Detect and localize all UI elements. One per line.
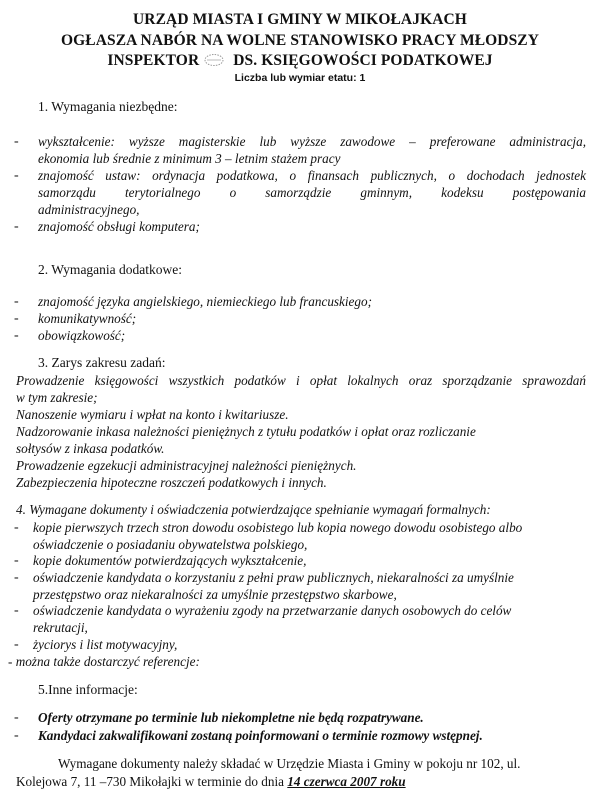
section3-heading: 3. Zarys zakresu zadań: [38,355,166,370]
s3-line3: Nanoszenie wymiaru i wpłat na konto i kwitariusze. [16,407,289,422]
s4-item5-line1: życiorys i list motywacyjny, [33,637,178,652]
header-line-2: OGŁASZA NABÓR NA WOLNE STANOWISKO PRACY MŁODSZY [60,32,540,49]
s5-item2: Kandydaci zakwalifikowani zostaną poinformowani o terminie rozmowy wstępnej. [38,728,483,743]
s4-item3-line2: przestępstwo oraz niekaralności za umyślnie przestępstwo skarbowe, [33,587,397,602]
footer-line-2 [16,773,406,790]
s4-item1-line2: oświadczenie o posiadaniu obywatelstwa polskiego, [33,537,308,552]
s2-item2: komunikatywność; [38,311,137,326]
deadline-date: 14 czerwca 2007 roku [287,774,406,789]
s1-item2-line2: samorządu terytorialnego o samorządzie gminnym, kodeksu postępowania [38,185,586,200]
header-line-1: URZĄD MIASTA I GMINY W MIKOŁAJKACH [133,11,467,28]
s3-line4: Nadzorowanie inkasa należności pieniężnych z tytułu podatków i opłat oraz rozliczanie [16,424,476,439]
dash-marker: - [14,219,19,234]
s1-item3-line1: znajomość obsługi komputera; [38,219,200,234]
dash-marker: - [14,134,19,149]
s3-line5: sołtysów z inkasa podatków. [16,441,165,456]
dash-marker: - [14,328,19,343]
dash-marker: - [14,728,19,743]
section4-heading: 4. Wymagane dokumenty i oświadczenia potwierdzające spełnianie wymagań formalnych: [16,502,491,517]
dash-marker: - [14,168,19,183]
dash-marker: - [14,603,19,618]
dash-marker: - [14,520,19,535]
s3-line1: Prowadzenie księgowości wszystkich podatków i opłat lokalnych oraz sporządzanie sprawozdań [16,373,586,388]
s1-item2-line1: znajomość ustaw: ordynacja podatkowa, o finansach publicznych, o dochodach jednostek [38,168,586,183]
s1-item2-line3: administracyjnego, [38,202,140,217]
s2-item3: obowiązkowość; [38,328,126,343]
section5-heading: 5.Inne informacje: [38,682,138,697]
header-line-3a: INSPEKTOR [107,52,200,69]
stamp-icon [203,53,225,67]
header-subline: Liczba lub wymiar etatu: 1 [234,72,366,84]
dash-marker: - [14,710,19,725]
s4-item1-line1: kopie pierwszych trzech stron dowodu osobistego lub kopia nowego dowodu osobistego albo [33,520,523,535]
s3-line6: Prowadzenie egzekucji administracyjnej należności pieniężnych. [16,458,357,473]
header-line-3 [0,51,600,70]
s3-line7: Zabezpieczenia hipoteczne roszczeń podatkowych i innych. [16,475,327,490]
section2-heading: 2. Wymagania dodatkowe: [38,262,183,277]
s1-item1-line2: ekonomia lub średnie z minimum 3 – letnim stażem pracy [38,151,341,166]
footer-line-2a: Kolejowa 7, 11 –730 Mikołajki w terminie do dnia [16,774,288,789]
footer-line-1: Wymagane dokumenty należy składać w Urzędzie Miasta i Gminy w pokoju nr 102, ul. [58,756,521,771]
s4-item4-line1: oświadczenie kandydata o wyrażeniu zgody na przetwarzanie danych osobowych do celów [33,603,512,618]
s4-item3-line1: oświadczenie kandydata o korzystaniu z pełni praw publicznych, niekaralności za umyślnie [33,570,514,585]
dash-marker: - [14,311,19,326]
s4-item2-line1: kopie dokumentów potwierdzających wykształcenie, [33,553,307,568]
dash-marker: - [14,294,19,309]
s3-line2: w tym zakresie; [16,390,98,405]
s2-item1: znajomość języka angielskiego, niemieckiego lub francuskiego; [38,294,372,309]
s4-item4-line2: rekrutacji, [33,620,88,635]
header-line-3b: DS. KSIĘGOWOŚCI PODATKOWEJ [233,52,493,69]
dash-marker: - [14,553,19,568]
s4-item6-line1: - można także dostarczyć referencje: [8,654,200,669]
dash-marker: - [14,570,19,585]
section1-heading: 1. Wymagania niezbędne: [38,99,178,114]
dash-marker: - [14,637,19,652]
s5-item1: Oferty otrzymane po terminie lub niekompletne nie będą rozpatrywane. [38,710,424,725]
s1-item1-line1: wykształcenie: wyższe magisterskie lub wyższe zawodowe – preferowane administracja, [38,134,586,149]
